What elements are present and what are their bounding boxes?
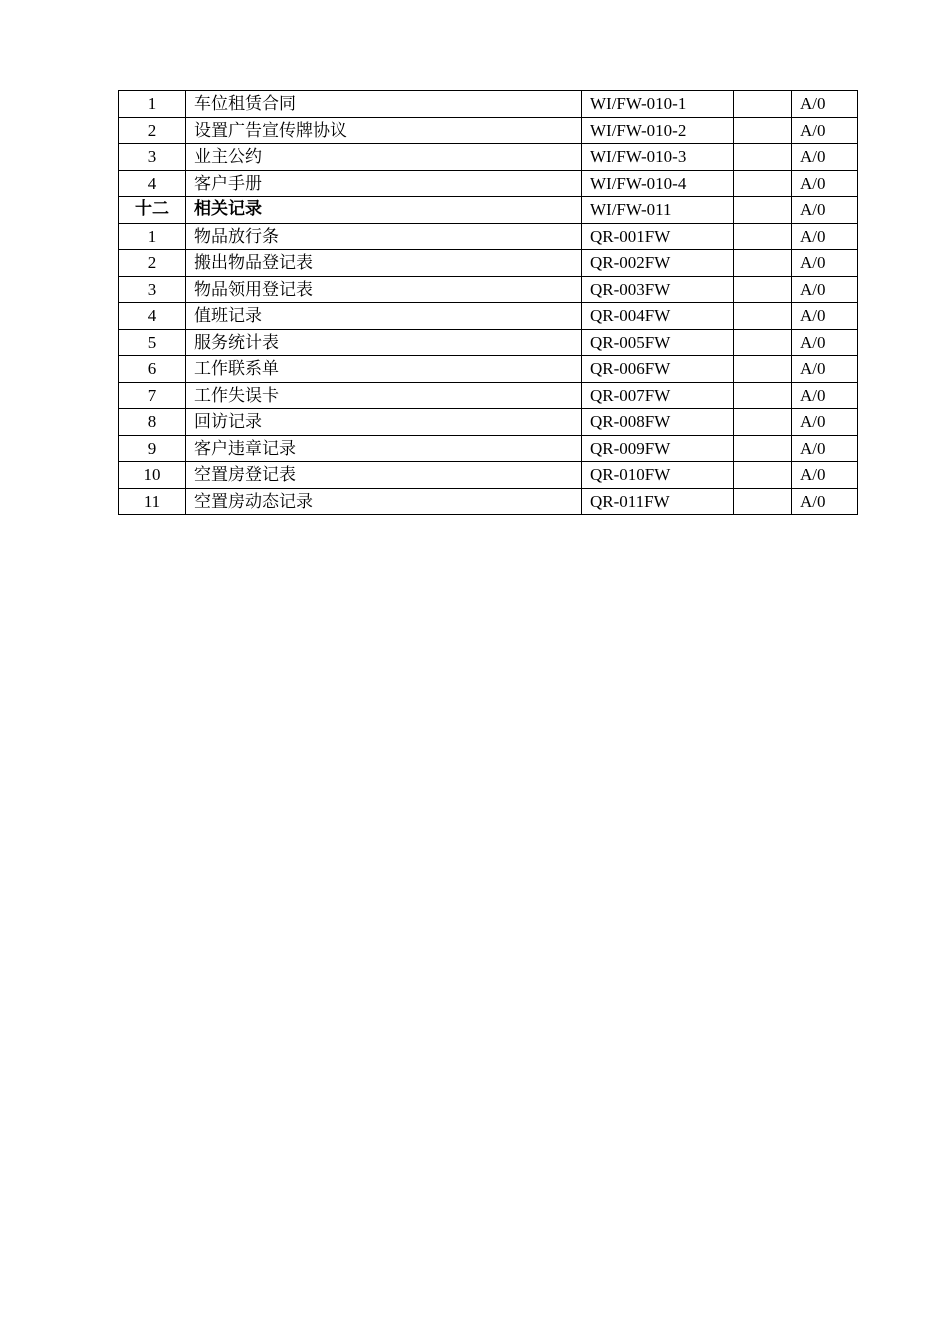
row-number-cell: 5 [119, 329, 186, 356]
document-name-cell: 搬出物品登记表 [186, 250, 582, 277]
document-name-cell: 客户手册 [186, 170, 582, 197]
document-name-cell: 值班记录 [186, 303, 582, 330]
row-number-cell: 1 [119, 91, 186, 118]
document-name-cell: 相关记录 [186, 197, 582, 224]
version-cell: A/0 [792, 303, 858, 330]
document-code-cell: WI/FW-010-3 [582, 144, 734, 171]
version-cell: A/0 [792, 462, 858, 489]
version-cell: A/0 [792, 91, 858, 118]
blank-cell [734, 223, 792, 250]
document-code-cell: WI/FW-011 [582, 197, 734, 224]
row-number-cell: 6 [119, 356, 186, 383]
blank-cell [734, 117, 792, 144]
document-name-cell: 客户违章记录 [186, 435, 582, 462]
row-number-cell: 1 [119, 223, 186, 250]
document-code-cell: WI/FW-010-2 [582, 117, 734, 144]
blank-cell [734, 91, 792, 118]
row-number-cell: 4 [119, 170, 186, 197]
document-name-cell: 空置房动态记录 [186, 488, 582, 515]
document-name-cell: 空置房登记表 [186, 462, 582, 489]
version-cell: A/0 [792, 382, 858, 409]
version-cell: A/0 [792, 144, 858, 171]
table-row [119, 91, 858, 118]
document-name-cell: 车位租赁合同 [186, 91, 582, 118]
blank-cell [734, 303, 792, 330]
document-name-cell: 物品放行条 [186, 223, 582, 250]
blank-cell [734, 356, 792, 383]
table-row [119, 382, 858, 409]
document-code-cell: QR-010FW [582, 462, 734, 489]
table-row [119, 170, 858, 197]
blank-cell [734, 462, 792, 489]
document-name-cell: 工作失误卡 [186, 382, 582, 409]
row-number-cell: 10 [119, 462, 186, 489]
table-row [119, 409, 858, 436]
table-row [119, 223, 858, 250]
document-code-cell: QR-003FW [582, 276, 734, 303]
document-code-cell: QR-001FW [582, 223, 734, 250]
section-header-row [119, 197, 858, 224]
table-row [119, 117, 858, 144]
version-cell: A/0 [792, 329, 858, 356]
blank-cell [734, 329, 792, 356]
row-number-cell: 2 [119, 117, 186, 144]
version-cell: A/0 [792, 356, 858, 383]
row-number-cell: 十二 [119, 197, 186, 224]
document-name-cell: 回访记录 [186, 409, 582, 436]
table-row [119, 250, 858, 277]
blank-cell [734, 435, 792, 462]
row-number-cell: 2 [119, 250, 186, 277]
table-row [119, 329, 858, 356]
blank-cell [734, 382, 792, 409]
table-body [119, 91, 858, 515]
version-cell: A/0 [792, 170, 858, 197]
document-code-cell: WI/FW-010-4 [582, 170, 734, 197]
document-code-cell: QR-004FW [582, 303, 734, 330]
table-row [119, 303, 858, 330]
document-code-cell: QR-007FW [582, 382, 734, 409]
version-cell: A/0 [792, 250, 858, 277]
document-code-cell: QR-008FW [582, 409, 734, 436]
table-row [119, 435, 858, 462]
document-name-cell: 服务统计表 [186, 329, 582, 356]
row-number-cell: 11 [119, 488, 186, 515]
document-code-cell: QR-002FW [582, 250, 734, 277]
row-number-cell: 8 [119, 409, 186, 436]
version-cell: A/0 [792, 117, 858, 144]
version-cell: A/0 [792, 223, 858, 250]
document-code-cell: QR-006FW [582, 356, 734, 383]
blank-cell [734, 170, 792, 197]
document-list-table [118, 90, 858, 515]
row-number-cell: 7 [119, 382, 186, 409]
blank-cell [734, 276, 792, 303]
blank-cell [734, 197, 792, 224]
document-code-cell: WI/FW-010-1 [582, 91, 734, 118]
row-number-cell: 4 [119, 303, 186, 330]
row-number-cell: 9 [119, 435, 186, 462]
document-name-cell: 物品领用登记表 [186, 276, 582, 303]
blank-cell [734, 488, 792, 515]
table-row [119, 276, 858, 303]
table-row [119, 356, 858, 383]
blank-cell [734, 250, 792, 277]
document-code-cell: QR-005FW [582, 329, 734, 356]
row-number-cell: 3 [119, 276, 186, 303]
row-number-cell: 3 [119, 144, 186, 171]
document-code-cell: QR-011FW [582, 488, 734, 515]
document-name-cell: 业主公约 [186, 144, 582, 171]
table-row [119, 488, 858, 515]
version-cell: A/0 [792, 409, 858, 436]
version-cell: A/0 [792, 435, 858, 462]
document-name-cell: 设置广告宣传牌协议 [186, 117, 582, 144]
document-name-cell: 工作联系单 [186, 356, 582, 383]
version-cell: A/0 [792, 276, 858, 303]
table-row [119, 144, 858, 171]
version-cell: A/0 [792, 197, 858, 224]
blank-cell [734, 144, 792, 171]
version-cell: A/0 [792, 488, 858, 515]
blank-cell [734, 409, 792, 436]
table-row [119, 462, 858, 489]
document-code-cell: QR-009FW [582, 435, 734, 462]
